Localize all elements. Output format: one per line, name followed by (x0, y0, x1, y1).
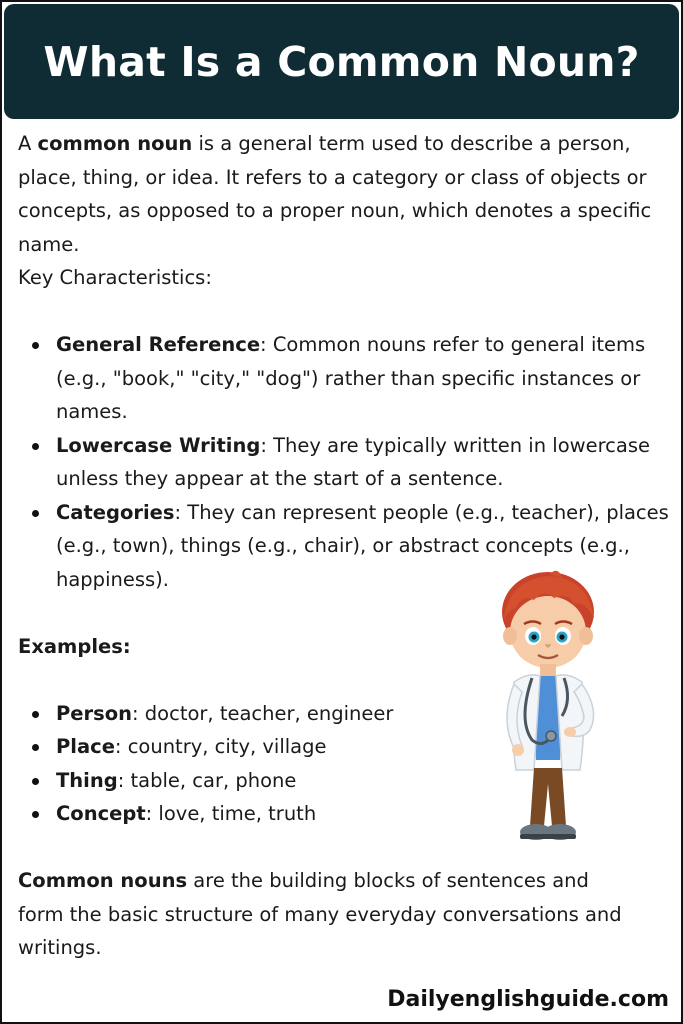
site-watermark: Dailyenglishguide.com (387, 987, 669, 1012)
item-text: : table, car, phone (117, 768, 297, 792)
item-term: Lowercase Writing (56, 433, 261, 457)
closing-term: Common nouns (18, 869, 188, 892)
item-term: Person (56, 701, 133, 725)
list-item (18, 764, 478, 798)
closing-text: are the building blocks of sentences and form the basic structure of many everyday conversations and writings. (18, 869, 622, 959)
item-text: : They are typically written in lowercase unless they appear at the start of a sentence. (56, 433, 650, 490)
intro-text: is a general term used to describe a person, place, thing, or idea. It refers to a category or class of objects or concepts, as opposed to a proper noun, which denotes a specific name. (18, 132, 652, 256)
bullet-icon (32, 443, 39, 450)
list-item (18, 697, 478, 731)
characteristics-list (18, 328, 670, 596)
bullet-icon (32, 510, 39, 517)
doctor-boy-illustration (488, 570, 608, 855)
page-title: What Is a Common Noun? (43, 37, 640, 86)
item-text: : They can represent people (e.g., teacher), places (e.g., town), things (e.g., chair), or abstract concepts (e.g., happiness). (56, 500, 669, 591)
list-item (18, 797, 478, 831)
item-text: : love, time, truth (145, 802, 317, 825)
intro-prefix: A (18, 132, 38, 155)
title-banner (4, 4, 679, 119)
examples-heading-text: Examples: (18, 634, 131, 658)
item-term: General Reference (56, 333, 261, 356)
intro-paragraph (18, 127, 670, 261)
bullet-icon (32, 744, 39, 751)
bullet-icon (32, 342, 39, 349)
item-text: : Common nouns refer to general items (e.g., "book," "city," "dog") rather than specific instances or names. (56, 333, 646, 423)
intro-term: common noun (37, 132, 193, 155)
list-item (18, 328, 670, 429)
item-term: Thing (56, 768, 118, 792)
bullet-icon (32, 711, 39, 718)
examples-list (18, 697, 478, 831)
item-text: : doctor, teacher, engineer (132, 701, 394, 725)
key-characteristics-heading: Key Characteristics: (18, 266, 212, 289)
item-term: Place (56, 735, 115, 758)
bullet-icon (32, 778, 39, 785)
item-text: : country, city, village (114, 735, 327, 758)
list-item (18, 429, 670, 496)
item-term: Categories (56, 500, 175, 524)
list-item (18, 730, 478, 764)
item-term: Concept (56, 802, 146, 825)
closing-paragraph (18, 864, 638, 965)
bullet-icon (32, 811, 39, 818)
